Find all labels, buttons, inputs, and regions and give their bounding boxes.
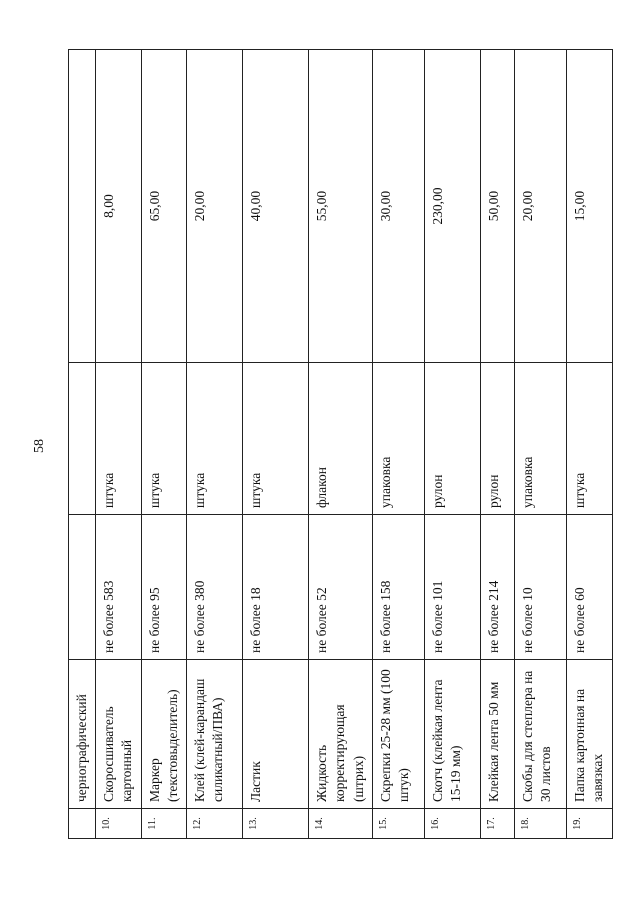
cell-unit: штука bbox=[96, 363, 141, 515]
cell-spec: не более 18 bbox=[243, 515, 309, 660]
cell-num: 18. bbox=[514, 809, 566, 839]
cell-price: 8,00 bbox=[96, 50, 141, 363]
cell-unit: штука bbox=[187, 363, 243, 515]
cell-unit: упаковка bbox=[514, 363, 566, 515]
table-rotated-wrapper bbox=[68, 50, 605, 839]
cell-spec: не более 52 bbox=[309, 515, 373, 660]
table-row bbox=[187, 50, 243, 839]
cell-unit: упаковка bbox=[372, 363, 424, 515]
cell-name: Скобы для степлера на 30 листов bbox=[514, 660, 566, 809]
cell-num: 12. bbox=[187, 809, 243, 839]
cell-price: 55,00 bbox=[309, 50, 373, 363]
cell-name: чернографический bbox=[69, 660, 96, 809]
table-row bbox=[243, 50, 309, 839]
table-row bbox=[372, 50, 424, 839]
cell-spec: не более 158 bbox=[372, 515, 424, 660]
table-row bbox=[424, 50, 480, 839]
cell-spec: не более 214 bbox=[480, 515, 514, 660]
table-row bbox=[566, 50, 612, 839]
cell-name: Маркер (текстовыделитель) bbox=[141, 660, 186, 809]
cell-unit: флакон bbox=[309, 363, 373, 515]
cell-num: 17. bbox=[480, 809, 514, 839]
cell-price: 20,00 bbox=[187, 50, 243, 363]
cell-name: Папка картонная на завязках bbox=[566, 660, 612, 809]
table-row bbox=[309, 50, 373, 839]
cell-price bbox=[69, 50, 96, 363]
cell-num: 16. bbox=[424, 809, 480, 839]
table-body bbox=[69, 50, 613, 839]
cell-name: Клей (клей-карандаш силикатный/ПВА) bbox=[187, 660, 243, 809]
cell-num: 14. bbox=[309, 809, 373, 839]
cell-name: Ластик bbox=[243, 660, 309, 809]
cell-price: 20,00 bbox=[514, 50, 566, 363]
cell-name: Скотч (клейкая лента 15-19 мм) bbox=[424, 660, 480, 809]
cell-name: Скоросшиватель картонный bbox=[96, 660, 141, 809]
cell-price: 30,00 bbox=[372, 50, 424, 363]
cell-spec: не более 95 bbox=[141, 515, 186, 660]
cell-num bbox=[69, 809, 96, 839]
cell-num: 13. bbox=[243, 809, 309, 839]
table-row bbox=[480, 50, 514, 839]
cell-spec: не более 101 bbox=[424, 515, 480, 660]
cell-num: 11. bbox=[141, 809, 186, 839]
cell-unit: рулон bbox=[424, 363, 480, 515]
cell-spec: не более 380 bbox=[187, 515, 243, 660]
cell-spec: не более 60 bbox=[566, 515, 612, 660]
cell-price: 230,00 bbox=[424, 50, 480, 363]
cell-price: 15,00 bbox=[566, 50, 612, 363]
cell-price: 40,00 bbox=[243, 50, 309, 363]
table-row bbox=[96, 50, 141, 839]
cell-unit: рулон bbox=[480, 363, 514, 515]
cell-spec: не более 10 bbox=[514, 515, 566, 660]
cell-name: Скрепки 25-28 мм (100 штук) bbox=[372, 660, 424, 809]
cell-num: 19. bbox=[566, 809, 612, 839]
cell-unit bbox=[69, 363, 96, 515]
cell-price: 65,00 bbox=[141, 50, 186, 363]
cell-price: 50,00 bbox=[480, 50, 514, 363]
cell-spec: не более 583 bbox=[96, 515, 141, 660]
cell-unit: штука bbox=[243, 363, 309, 515]
table-row bbox=[514, 50, 566, 839]
cell-num: 15. bbox=[372, 809, 424, 839]
cell-name: Жидкость корректирующая (штрих) bbox=[309, 660, 373, 809]
table-row-continuation bbox=[69, 50, 96, 839]
cell-spec bbox=[69, 515, 96, 660]
supplies-table bbox=[68, 49, 613, 839]
table-row bbox=[141, 50, 186, 839]
cell-num: 10. bbox=[96, 809, 141, 839]
page-number: 58 bbox=[32, 439, 47, 453]
cell-unit: штука bbox=[141, 363, 186, 515]
cell-unit: штука bbox=[566, 363, 612, 515]
cell-name: Клейкая лента 50 мм bbox=[480, 660, 514, 809]
